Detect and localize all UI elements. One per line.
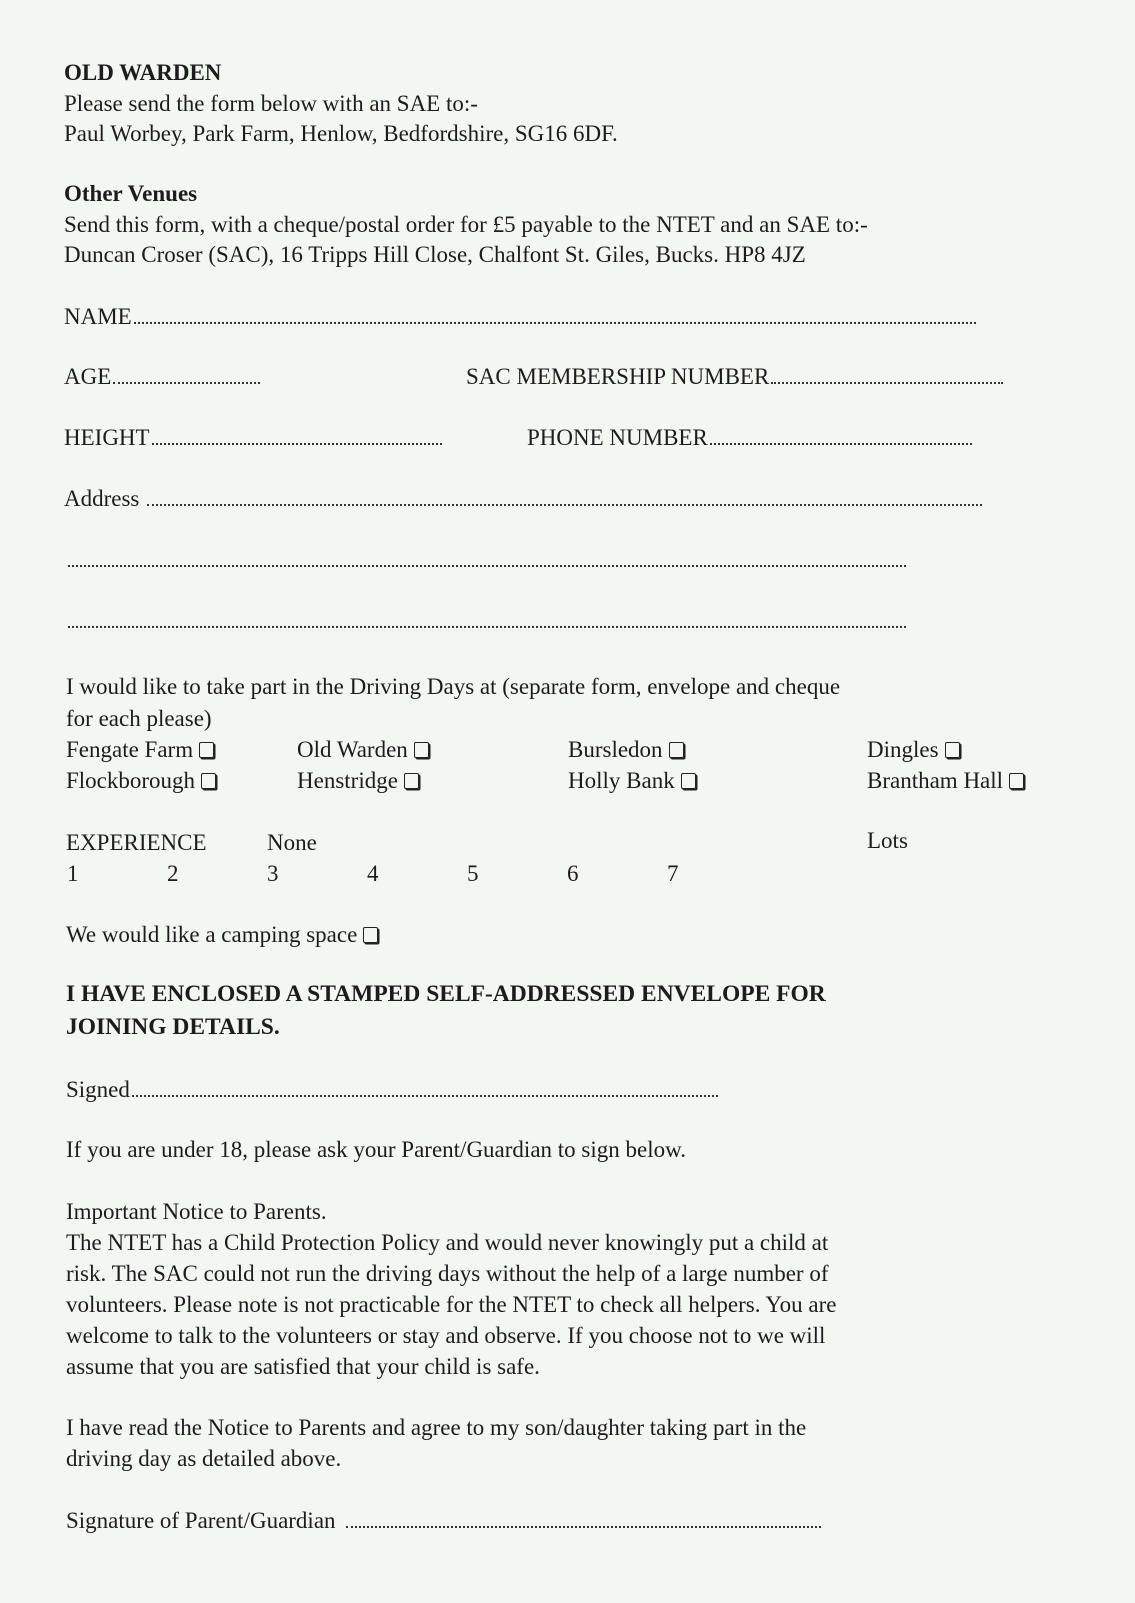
height-dotted-line[interactable]: [152, 435, 442, 445]
signed-field[interactable]: [66, 1075, 718, 1105]
age-field[interactable]: [64, 362, 260, 392]
venue-label: Flockborough: [66, 768, 196, 793]
checkbox[interactable]: [1009, 773, 1024, 789]
under-18-note: If you are under 18, please ask your Parent/Guardian to sign below.: [66, 1137, 686, 1162]
venue-option-dingles[interactable]: [867, 735, 960, 765]
notice-line: volunteers. Please note is not practicable for the NTET to check all helpers. You are: [66, 1292, 837, 1317]
membership-dotted-line[interactable]: [771, 374, 1003, 384]
height-label: HEIGHT: [64, 425, 150, 450]
venue-option-fengate-farm[interactable]: [66, 735, 214, 765]
name-label: NAME: [64, 304, 132, 329]
experience-option-5[interactable]: 5: [467, 861, 479, 886]
name-dotted-line[interactable]: [134, 314, 976, 324]
venue-label: Fengate Farm: [66, 737, 194, 762]
experience-option-7[interactable]: 7: [667, 861, 679, 886]
venue-label: Holly Bank: [568, 768, 675, 793]
enclosed-sae-heading: I HAVE ENCLOSED A STAMPED SELF-ADDRESSED ENVELOPE FOR: [66, 981, 826, 1007]
checkbox[interactable]: [669, 742, 684, 758]
old-warden-line1: Please send the form below with an SAE to:-: [64, 91, 478, 116]
checkbox[interactable]: [199, 742, 214, 758]
other-venues-address: Duncan Croser (SAC), 16 Tripps Hill Close, Chalfont St. Giles, Bucks. HP8 4JZ: [64, 242, 806, 267]
address-label: Address: [64, 486, 140, 511]
parent-signature-dotted-line[interactable]: [346, 1518, 821, 1528]
signed-label: Signed: [66, 1077, 130, 1102]
address-line-3[interactable]: [66, 606, 906, 636]
age-dotted-line[interactable]: [113, 374, 260, 384]
phone-field[interactable]: [527, 423, 972, 453]
venue-label: Old Warden: [297, 737, 408, 762]
name-field[interactable]: [64, 302, 976, 332]
notice-line: assume that you are satisfied that your child is safe.: [66, 1354, 540, 1379]
experience-high-label: Lots: [867, 828, 908, 853]
checkbox[interactable]: [404, 773, 419, 789]
phone-label: PHONE NUMBER: [527, 425, 708, 450]
parent-signature-label: Signature of Parent/Guardian: [66, 1508, 336, 1533]
checkbox[interactable]: [201, 773, 216, 789]
other-venues-heading: Other Venues: [64, 181, 198, 206]
address-line-2[interactable]: [66, 545, 906, 575]
experience-label: EXPERIENCE: [66, 830, 207, 855]
agreement-line1: I have read the Notice to Parents and agree to my son/daughter taking part in the: [66, 1415, 807, 1440]
venue-option-old-warden[interactable]: [297, 735, 429, 765]
notice-line: risk. The SAC could not run the driving days without the help of a large number of: [66, 1261, 829, 1286]
height-field[interactable]: [64, 423, 442, 453]
agreement-line2: driving day as detailed above.: [66, 1446, 342, 1471]
experience-option-6[interactable]: 6: [567, 861, 579, 886]
membership-field[interactable]: [466, 362, 1003, 392]
venue-label: Henstridge: [297, 768, 398, 793]
address-dotted-line-1[interactable]: [147, 496, 982, 506]
experience-option-3[interactable]: 3: [267, 861, 279, 886]
driving-days-intro: I would like to take part in the Driving Days at (separate form, envelope and cheque: [66, 674, 841, 699]
venue-option-henstridge[interactable]: [297, 766, 419, 796]
venue-option-brantham-hall[interactable]: [867, 766, 1024, 796]
experience-option-2[interactable]: 2: [167, 861, 179, 886]
old-warden-address: Paul Worbey, Park Farm, Henlow, Bedfordshire, SG16 6DF.: [64, 121, 618, 146]
venue-option-flockborough[interactable]: [66, 766, 216, 796]
address-dotted-line-3[interactable]: [68, 618, 906, 628]
venue-label: Brantham Hall: [867, 768, 1004, 793]
experience-low-label: None: [267, 830, 317, 855]
checkbox[interactable]: [681, 773, 696, 789]
other-venues-line1: Send this form, with a cheque/postal order for £5 payable to the NTET and an SAE to:-: [64, 212, 868, 237]
checkbox[interactable]: [363, 927, 378, 943]
membership-label: SAC MEMBERSHIP NUMBER: [466, 364, 770, 389]
venue-option-bursledon[interactable]: [568, 735, 684, 765]
venue-label: Bursledon: [568, 737, 663, 762]
phone-dotted-line[interactable]: [710, 435, 972, 445]
notice-line: welcome to talk to the volunteers or stay and observe. If you choose not to we will: [66, 1323, 826, 1348]
checkbox[interactable]: [414, 742, 429, 758]
old-warden-heading: OLD WARDEN: [64, 60, 222, 85]
venue-option-holly-bank[interactable]: [568, 766, 696, 796]
parent-signature-field[interactable]: [66, 1506, 821, 1536]
address-dotted-line-2[interactable]: [68, 557, 906, 567]
notice-title: Important Notice to Parents.: [66, 1199, 327, 1224]
experience-option-1[interactable]: 1: [67, 861, 79, 886]
camping-label: We would like a camping space: [66, 922, 358, 947]
enclosed-sae-heading-2: JOINING DETAILS.: [66, 1014, 280, 1040]
address-field[interactable]: [64, 484, 982, 514]
notice-line: The NTET has a Child Protection Policy and would never knowingly put a child at: [66, 1230, 829, 1255]
camping-option[interactable]: [66, 920, 378, 950]
experience-option-4[interactable]: 4: [367, 861, 379, 886]
checkbox[interactable]: [945, 742, 960, 758]
venue-label: Dingles: [867, 737, 939, 762]
signed-dotted-line[interactable]: [132, 1087, 718, 1097]
driving-days-intro-2: for each please): [66, 706, 212, 731]
age-label: AGE: [64, 364, 112, 389]
